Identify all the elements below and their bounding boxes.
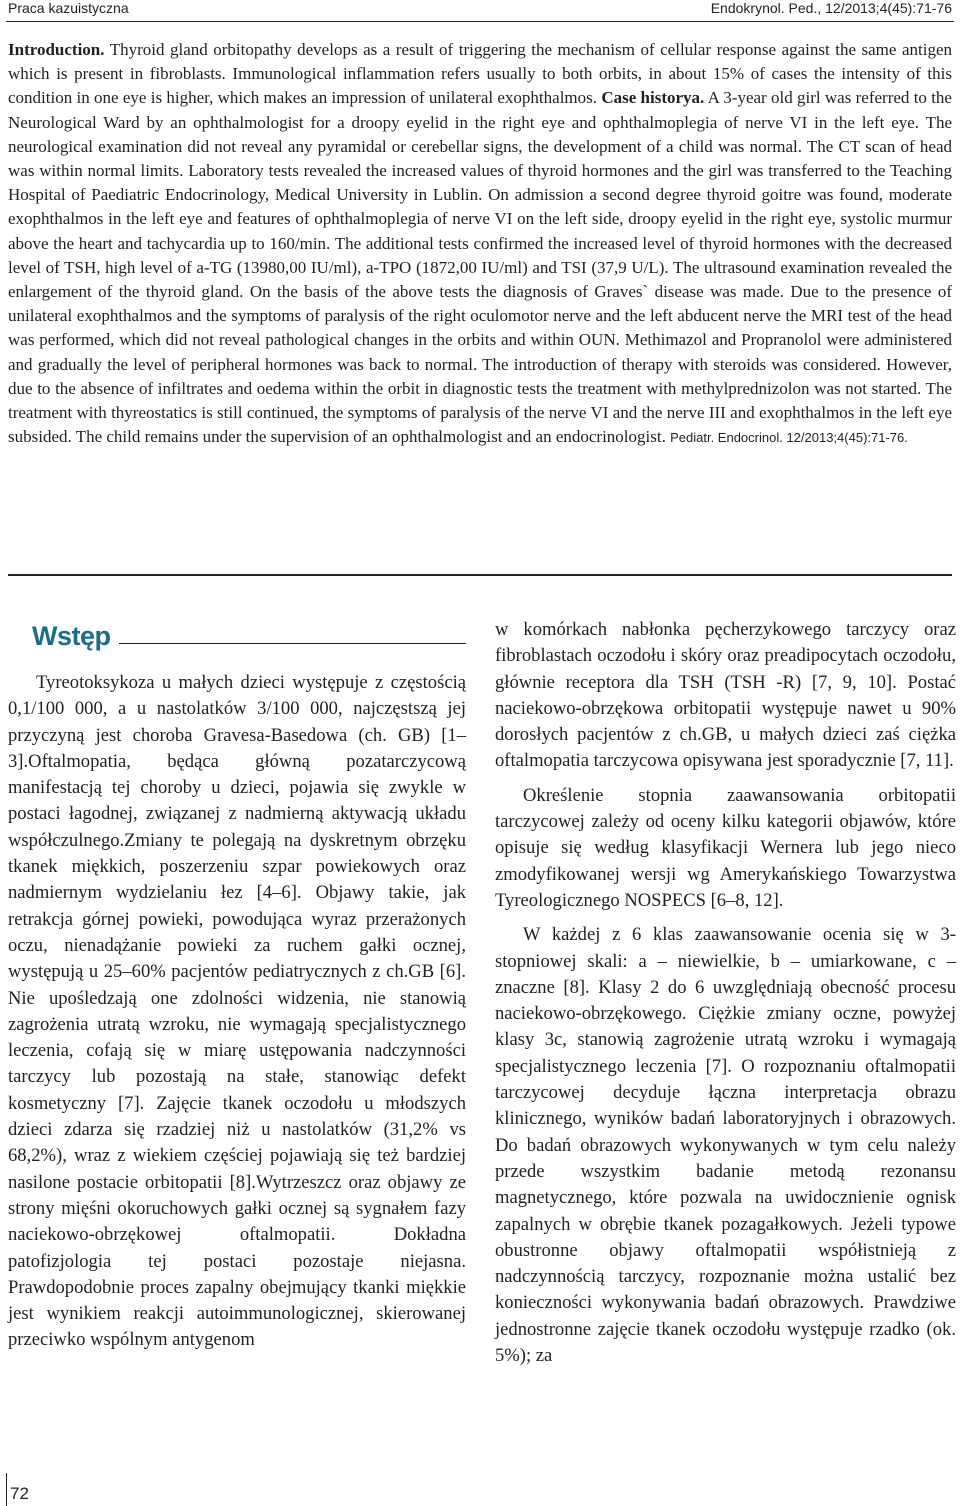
left-column-paragraph: Tyreotoksykoza u małych dzieci występuje z częstością 0,1/100 000, a u nastolatków 3/100 000, najczęstszą jej przyczyną jest choroba Gravesa-Basedowa (ch. GB) [1–3].Oftalmopatia, będąca główną pozatarczycową manifestacją tej choroby u dzieci, pojawia się zwykle w postaci łagodnej, związanej z nadmierną aktywacją układu współczulnego.Zmiany te polegają na dyskretnym obrzęku tkanek miękkich, poszerzeniu szpar powiekowych oraz nadmiernym wydzielaniu łez [4–6]. Objawy takie, jak retrakcja górnej powieki, powodująca wyraz przerażonych oczu, nienadążanie powieki za ruchem gałki ocznej, występują u 25–60% pacjentów pediatrycznych z ch.GB [6]. Nie upośledzają one zdolności widzenia, nie stanowią zagrożenia utratą wzroku, nie wymagają specjalistycznego leczenia, cofają się w miarę ustępowania nadczynności tarczycy lub pozostają na stałe, stanowiąc defekt kosmetyczny [7]. Zajęcie tkanek oczodołu u młodszych dzieci zdarza się rzadziej niż u nastolatków (31,2% vs 68,2%), wraz z wiekiem częściej pojawiają się też bardziej nasilone postacie orbitopatii [8].Wytrzeszcz oraz objawy ze strony mięśni okoruchowych gałki ocznej są sygnałem fazy naciekowo-obrzękowej oftalmopatii. Dokładna patofizjologia tej postaci pozostaje niejasna. Prawdopodobnie proces zapalny obejmujący tkanki miękkie jest wynikiem reakcji autoimmunologicznej, skierowanej przeciwko wspólnym antygenom (8, 672, 466, 1351)
heading-underline (119, 643, 467, 644)
page-number: 72 (10, 1484, 29, 1503)
right-column (495, 617, 956, 1369)
abstract-case-label: Case historya. (601, 88, 705, 108)
section-heading (32, 612, 466, 652)
abstract-case-text: A 3-year old girl was referred to the Neurological Ward by an ophthalmologist for a droopy eyelid in the right eye and ophthalmoplegia of nerve VI in the left eye. The neurological examination did not reveal any pyramidal or cerebellar signs, the development of a child was normal. The CT scan of head was within normal limits. Laboratory tests revealed the increased values of thyroid hormones and the girl was transferred to the Teaching Hospital of Paediatric Endocrinology, Medical University in Lublin. On admission a second degree thyroid goitre was found, moderate exophthalmos in the left eye and features of ophthalmoplegia of nerve VI on the left side, droopy eyelid in the right eye, systolic murmur above the heart and tachycardia up to 160/min. The additional tests confirmed the increased level of thyroid hormones with the decreased level of TSH, high level of a-TG (13980,00 IU/ml), a-TPO (1872,00 IU/ml) and TSI (37,9 U/L). The ultrasound examination revealed the enlargement of the thyroid gland. On the basis of the above tests the diagnosis of Graves` disease was made. Due to the presence of unilateral exophthalmos and the symptoms of paralysis of the right oculomotor nerve and the left abducent nerve the MRI test of the head was performed, which did not reveal pathological changes in the orbits and within OUN. Methimazol and Propranolol were administered and gradually the level of peripheral hormones was back to normal. The introduction of therapy with steroids was considered. However, due to the absence of infiltrates and oedema within the orbit in diagnostic tests the treatment with methylprednizolon was not started. The treatment with thyreostatics is still continued, the symptoms of paralysis of the nerve VI and the nerve III and exophthalmos in the left eye subsided. The child remains under the supervision of an ophthalmologist and an endocrinologist. (8, 88, 952, 447)
journal-section-label: Praca kazuistyczna (8, 0, 129, 16)
left-column (8, 612, 466, 1354)
abstract-citation: Pediatr. Endocrinol. 12/2013;4(45):71-76. (670, 430, 908, 446)
right-column-paragraph-2: Określenie stopnia zaawansowania orbitopatii tarczycowej zależy od oceny kilku kategorii objawów, które opisuje się według klasyfikacji Wernera lub jego nieco zmodyfikowanej wersji wg Amerykańskiego Towarzystwa Tyreologicznego NOSPECS [6–8, 12]. (495, 784, 956, 911)
header-divider (6, 21, 954, 22)
abstract-intro-label: Introduction. (8, 40, 105, 59)
english-abstract (8, 38, 952, 450)
right-column-paragraph-1: w komórkach nabłonka pęcherzykowego tarczycy oraz fibroblastach oczodołu i skóry oraz preadipocytach oczodołu, głównie receptora dla TSH (TSH -R) [7, 9, 10]. Postać naciekowo-obrzękowa orbitopatii występuje nawet u 90% dorosłych pacjentów z ch.GB, u małych dzieci zaś ciężka oftalmopatia tarczycowa opisywana jest sporadycznie [7, 11]. (495, 619, 956, 772)
section-divider (8, 574, 952, 576)
section-heading-text: Wstęp (32, 621, 111, 651)
journal-citation-header: Endokrynol. Ped., 12/2013;4(45):71-76 (710, 0, 952, 16)
abstract-intro-text: Thyroid gland orbitopathy develops as a result of triggering the mechanism of cellular response against the same antigen which is present in fibroblasts. Immunological inflammation refers usually to both orbits, in about 15% of cases the intensity of this condition in one eye is higher, which makes an impression of unilateral exophthalmos. (8, 40, 952, 108)
right-column-paragraph-3: W każdej z 6 klas zaawansowanie ocenia się w 3-stopniowej skali: a – niewielkie, b – umiarkowane, c – znaczne [8]. Klasy 2 do 6 uwzględniają obecność procesu naciekowo-obrzękowego. Ciężkie zmiany oczne, powyżej klasy 3c, stanowią zagrożenie utratą wzroku i wymagają specjalistycznego leczenia [7]. O rozpoznaniu oftalmopatii tarczycowej decyduje łączna interpretacja obrazu klinicznego, wyników badań laboratoryjnych i obrazowych. Do badań obrazowych wykonywanych w tym celu należy przede wszystkim badanie metodą rezonansu magnetycznego, które pozwala na uwidocznienie ognisk zapalnych w obrębie tkanek pozagałkowych. Jeżeli typowe obustronne objawy oftalmopatii współistnieją z nadczynnością tarczycy, rozpoznanie można ustalić bez konieczności wykonywania badań obrazowych. Prawdziwe jednostronne zajęcie tkanek oczodołu występuje rzadko (ok. 5%); za (495, 924, 956, 1367)
